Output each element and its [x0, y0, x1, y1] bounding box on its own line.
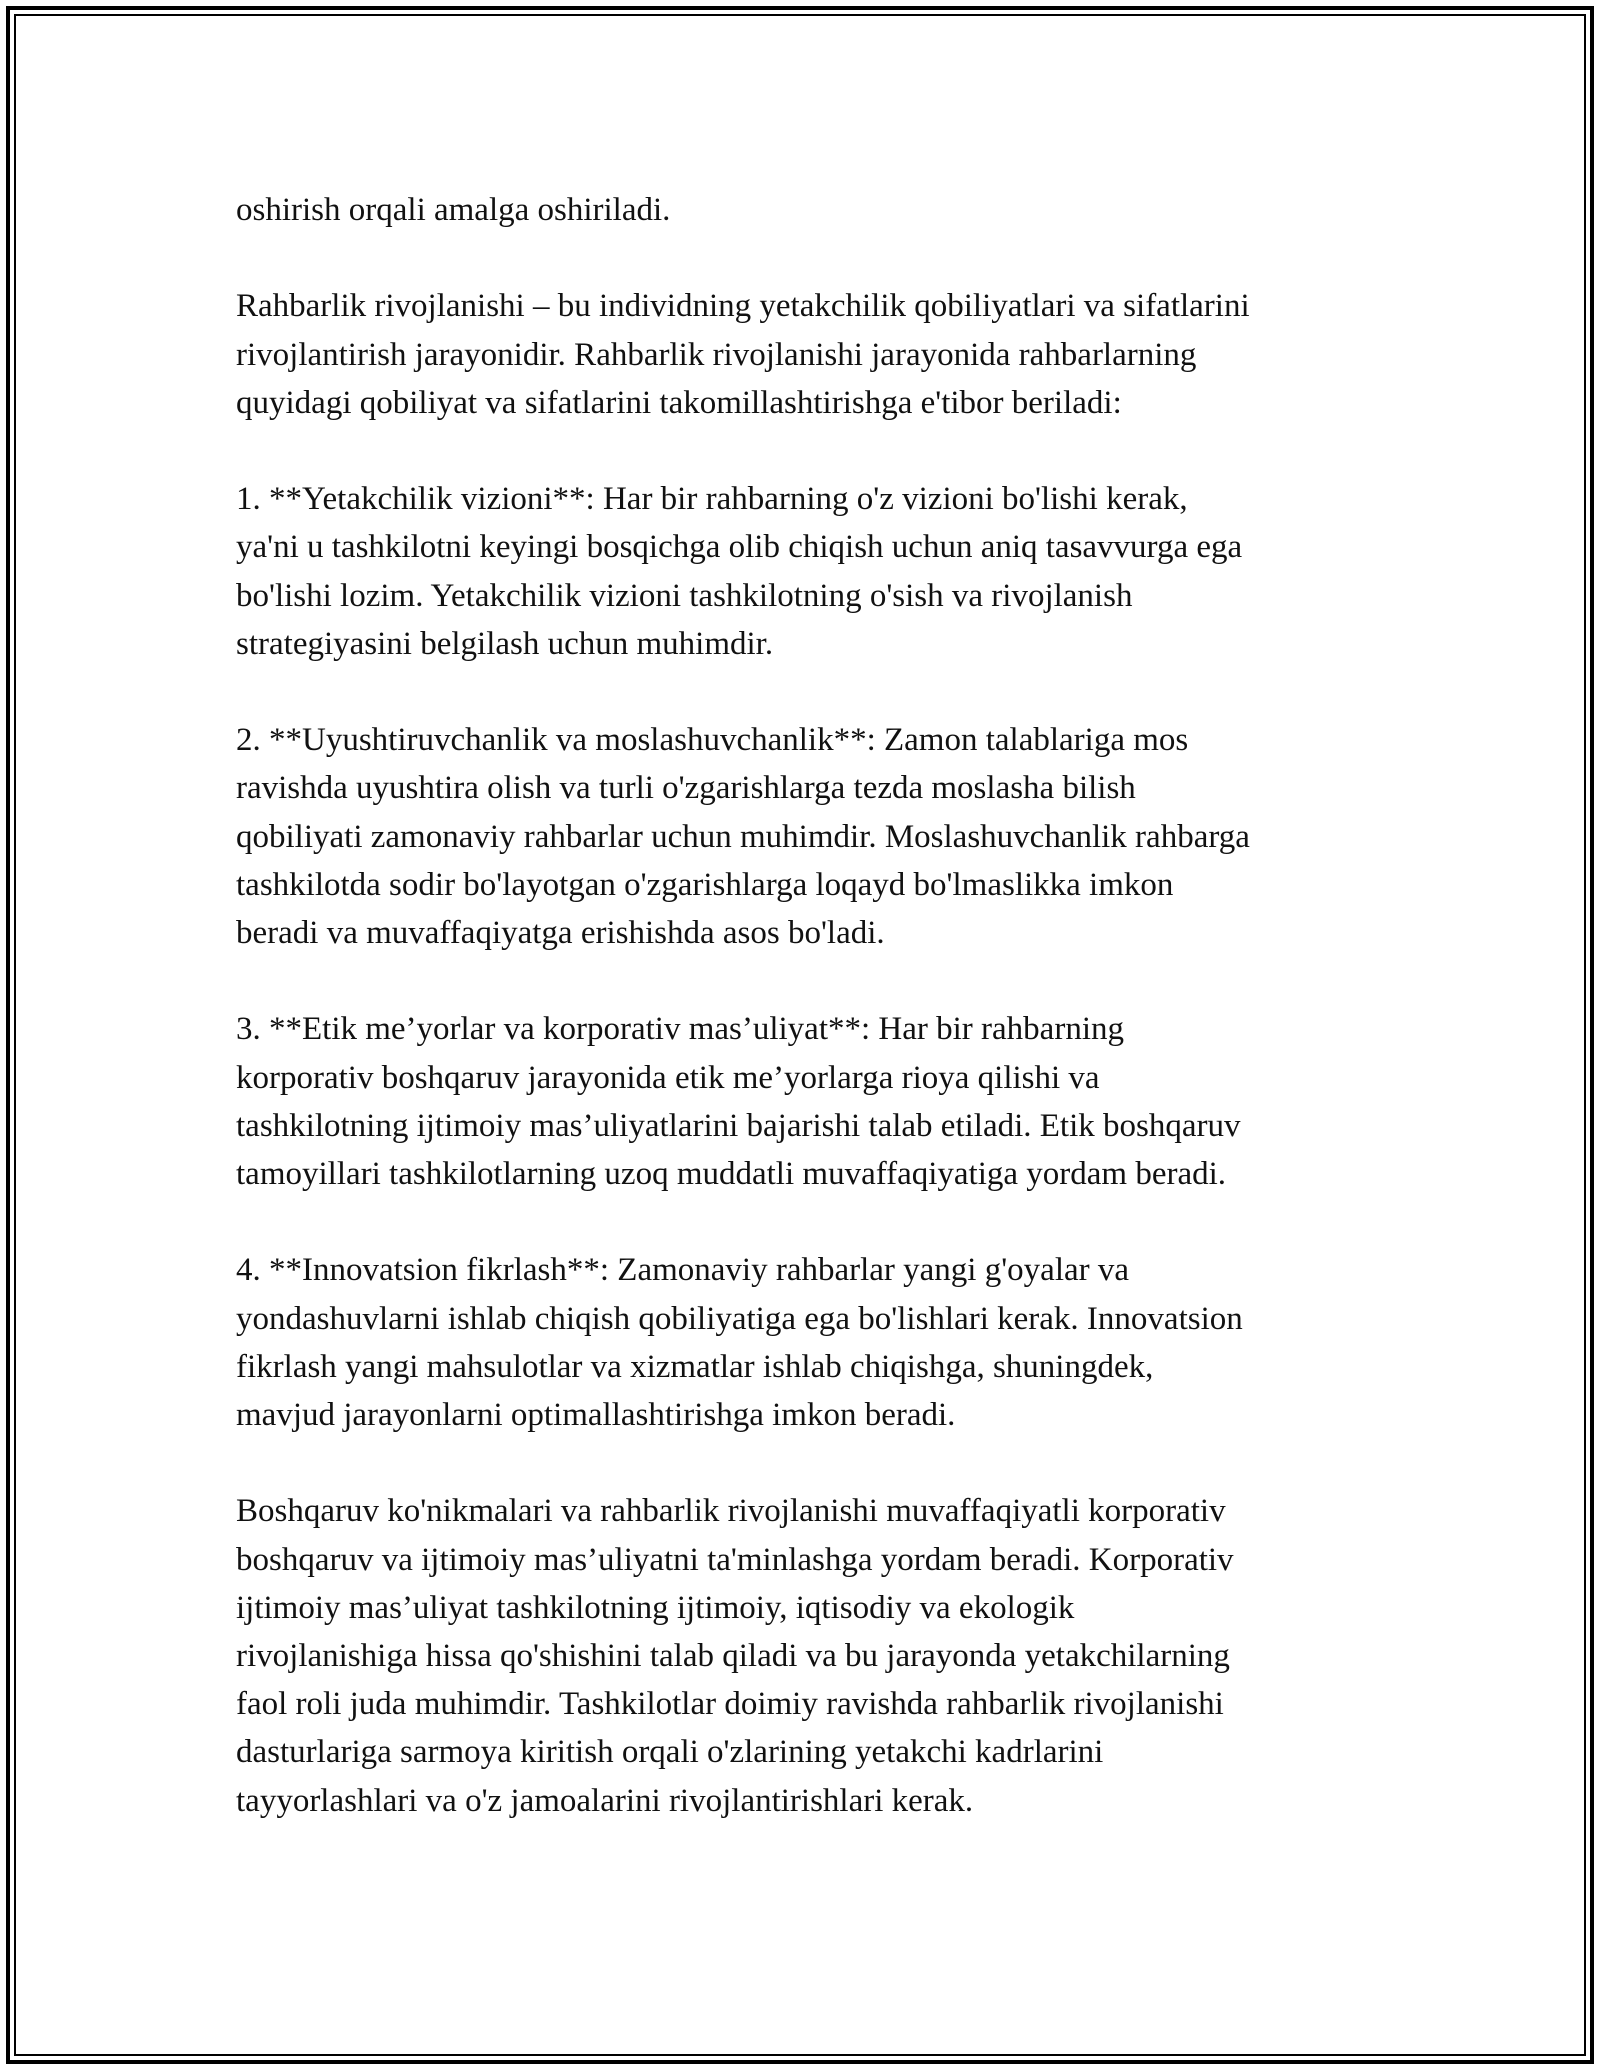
paragraph-conclusion: Boshqaruv ko'nikmalari va rahbarlik rivojlanishi muvaffaqiyatli korporativ boshqaruv va ijtimoiy mas’uliyatni ta'minlashga yordam beradi. Korporativ ijtimoiy mas’uliyat tashkilotning ijtimoiy, iqtisodiy va ekologik rivojlanishiga hissa qo'shishini talab qiladi va bu jarayonda yetakchilarning faol roli juda muhimdir. Tashkilotlar doimiy ravishda rahbarlik rivojlanishi dasturlariga sarmoya kiritish orqali o'zlarining yetakchi kadrlarini tayyorlashlari va o'z jamoalarini rivojlantirishlari kerak. — [236, 1493, 1234, 1819]
list-item-1: 1. **Yetakchilik vizioni**: Har bir rahbarning o'z vizioni bo'lishi kerak, ya'ni u tashkilotni keyingi bosqichga olib chiqish uchun aniq tasavvurga ega bo'lishi lozim. Yetakchilik vizioni tashkilotning o'sish va rivojlanish strategiyasini belgilash uchun muhimdir. — [236, 481, 1243, 662]
list-item-4: 4. **Innovatsion fikrlash**: Zamonaviy rahbarlar yangi g'oyalar va yondashuvlarni ishlab chiqish qobiliyatiga ega bo'lishlari kerak. Innovatsion fikrlash yangi mahsulotlar va xizmatlar ishlab chiqishga, shuningdek, mavjud jarayonlarni optimallashtirishga imkon beradi. — [236, 1252, 1243, 1433]
paragraph-continuation: oshirish orqali amalga oshiriladi. — [236, 192, 671, 228]
paragraph-intro: Rahbarlik rivojlanishi – bu individning yetakchilik qobiliyatlari va sifatlarini rivojlantirish jarayonidir. Rahbarlik rivojlanishi jarayonida rahbarlarning quyidagi qobiliyat va sifatlarini takomillashtirishga e'tibor beriladi: — [236, 288, 1250, 421]
list-item-2: 2. **Uyushtiruvchanlik va moslashuvchanlik**: Zamon talablariga mos ravishda uyushtira olish va turli o'zgarishlarga tezda moslasha bilish qobiliyati zamonaviy rahbarlar uchun muhimdir. Moslashuvchanlik rahbarga tashkilotda sodir bo'layotgan o'zgarishlarga loqayd bo'lmaslikka imkon beradi va muvaffaqiyatga erishishda asos bo'ladi. — [236, 722, 1250, 951]
list-item-3: 3. **Etik me’yorlar va korporativ mas’uliyat**: Har bir rahbarning korporativ boshqaruv jarayonida etik me’yorlarga rioya qilishi va tashkilotning ijtimoiy mas’uliyatlarini bajarishi talab etiladi. Etik boshqaruv tamoyillari tashkilotlarning uzoq muddatli muvaffaqiyatiga yordam beradi. — [236, 1011, 1241, 1192]
document-body — [236, 186, 1386, 1825]
